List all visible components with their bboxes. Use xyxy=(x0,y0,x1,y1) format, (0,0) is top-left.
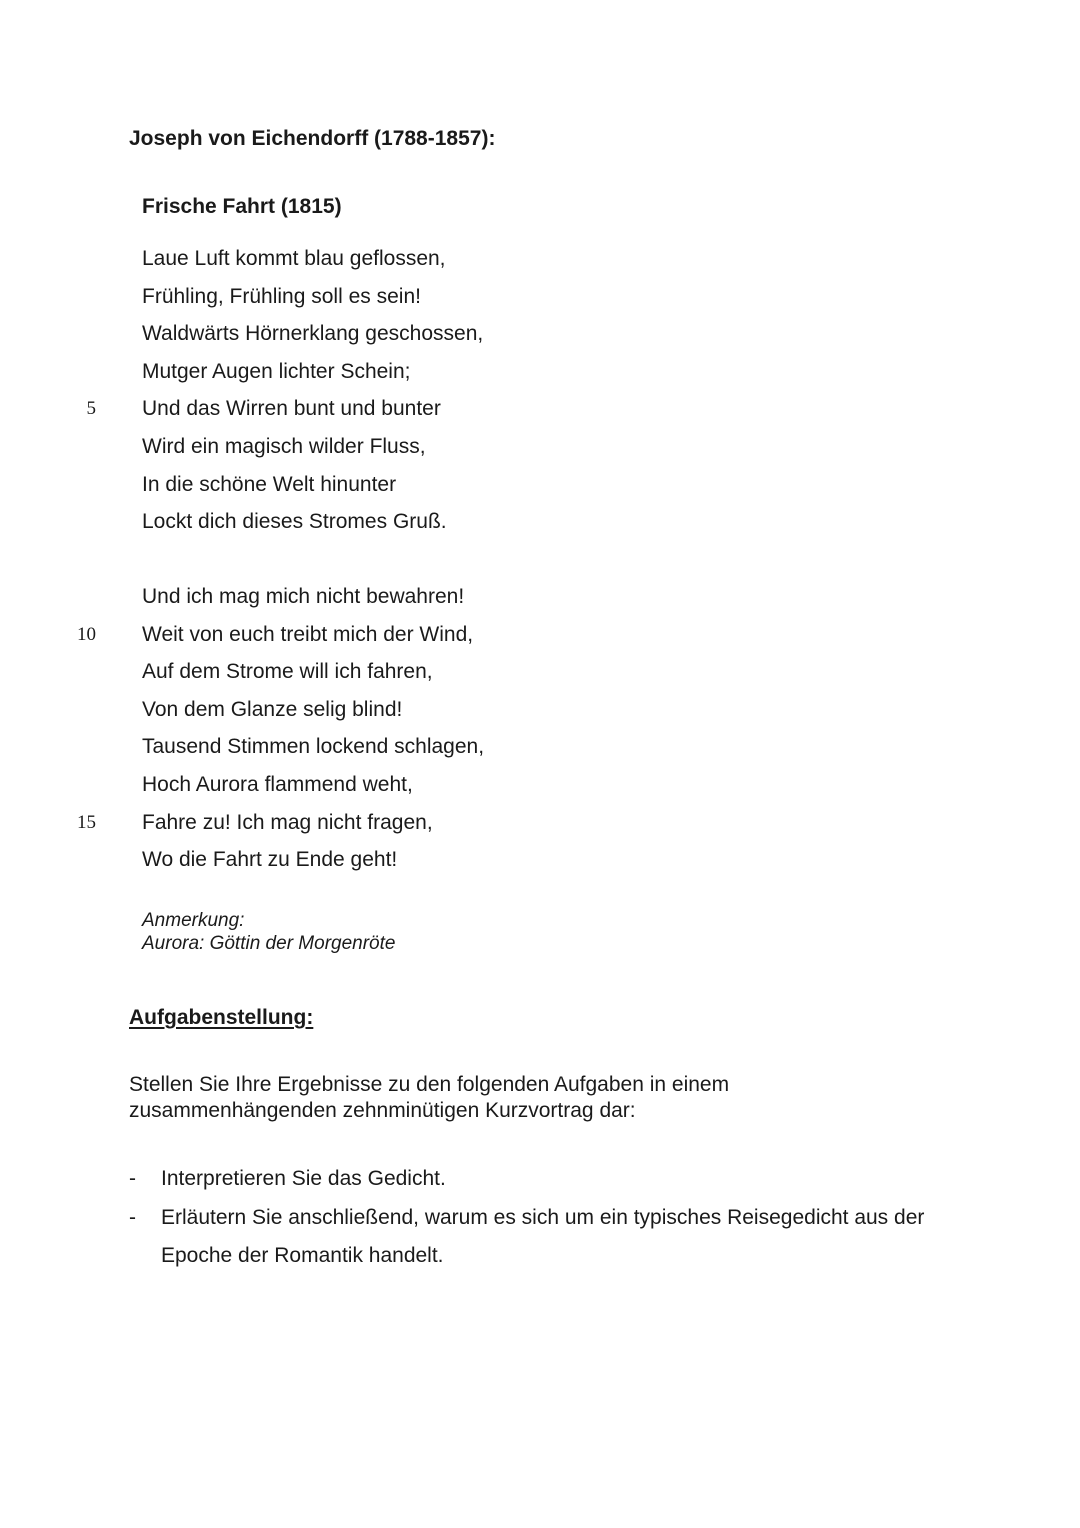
task-item xyxy=(0,1199,1080,1276)
line-text: Tausend Stimmen lockend schlagen, xyxy=(142,735,485,759)
line-text: Und das Wirren bunt und bunter xyxy=(142,397,441,421)
poem-line xyxy=(0,653,1080,691)
poem-line xyxy=(0,466,1080,504)
line-text: Waldwärts Hörnerklang geschossen, xyxy=(142,322,484,346)
poem-line xyxy=(0,240,1080,278)
line-text: In die schöne Welt hinunter xyxy=(142,472,397,496)
line-text: Hoch Aurora flammend weht, xyxy=(142,772,413,796)
author-heading: Joseph von Eichendorff (1788-1857): xyxy=(129,127,496,150)
poem-line xyxy=(0,616,1080,654)
poem-line xyxy=(0,278,1080,316)
poem-line xyxy=(0,578,1080,616)
poem-stanza-2 xyxy=(0,578,1080,879)
line-text: Wo die Fahrt zu Ende geht! xyxy=(142,848,398,872)
task-list xyxy=(0,1160,1080,1276)
task-heading: Aufgabenstellung: xyxy=(129,1006,314,1029)
poem-stanza-1 xyxy=(0,240,1080,541)
task-item-text: Interpretieren Sie das Gedicht. xyxy=(161,1167,446,1190)
line-text: Von dem Glanze selig blind! xyxy=(142,697,403,721)
dash-bullet: - xyxy=(129,1167,136,1190)
task-intro: Stellen Sie Ihre Ergebnisse zu den folgenden Aufgaben in einem zusammenhängenden zehnminütigen Kurzvortrag dar: xyxy=(129,1073,730,1122)
line-number: 5 xyxy=(86,398,96,420)
note-text: Aurora: Göttin der Morgenröte xyxy=(142,933,396,954)
poem-line xyxy=(0,428,1080,466)
line-text: Frühling, Frühling soll es sein! xyxy=(142,284,421,308)
line-number: 10 xyxy=(77,623,96,645)
task-item-text: Erläutern Sie anschließend, warum es sich um ein typisches Reisegedicht aus der Epoche der Romantik handelt. xyxy=(161,1205,925,1267)
line-text: Wird ein magisch wilder Fluss, xyxy=(142,434,426,458)
poem-line xyxy=(0,728,1080,766)
poem-line xyxy=(0,353,1080,391)
poem-line xyxy=(0,766,1080,804)
line-text: Fahre zu! Ich mag nicht fragen, xyxy=(142,810,433,834)
line-text: Und ich mag mich nicht bewahren! xyxy=(142,585,465,608)
poem-line xyxy=(0,841,1080,879)
poem-line xyxy=(0,315,1080,353)
task-item xyxy=(0,1160,1080,1199)
note-label: Anmerkung: xyxy=(142,910,245,931)
poem-line xyxy=(0,390,1080,428)
line-text: Weit von euch treibt mich der Wind, xyxy=(142,622,474,646)
dash-bullet: - xyxy=(129,1205,136,1229)
line-text: Laue Luft kommt blau geflossen, xyxy=(142,247,446,270)
poem-title: Frische Fahrt (1815) xyxy=(142,195,342,218)
annotation-note xyxy=(142,909,395,955)
poem-line xyxy=(0,503,1080,541)
line-text: Auf dem Strome will ich fahren, xyxy=(142,660,433,684)
line-number: 15 xyxy=(77,811,96,833)
line-text: Mutger Augen lichter Schein; xyxy=(142,359,411,383)
poem-line xyxy=(0,804,1080,842)
poem-line xyxy=(0,691,1080,729)
line-text: Lockt dich dieses Stromes Gruß. xyxy=(142,510,447,534)
